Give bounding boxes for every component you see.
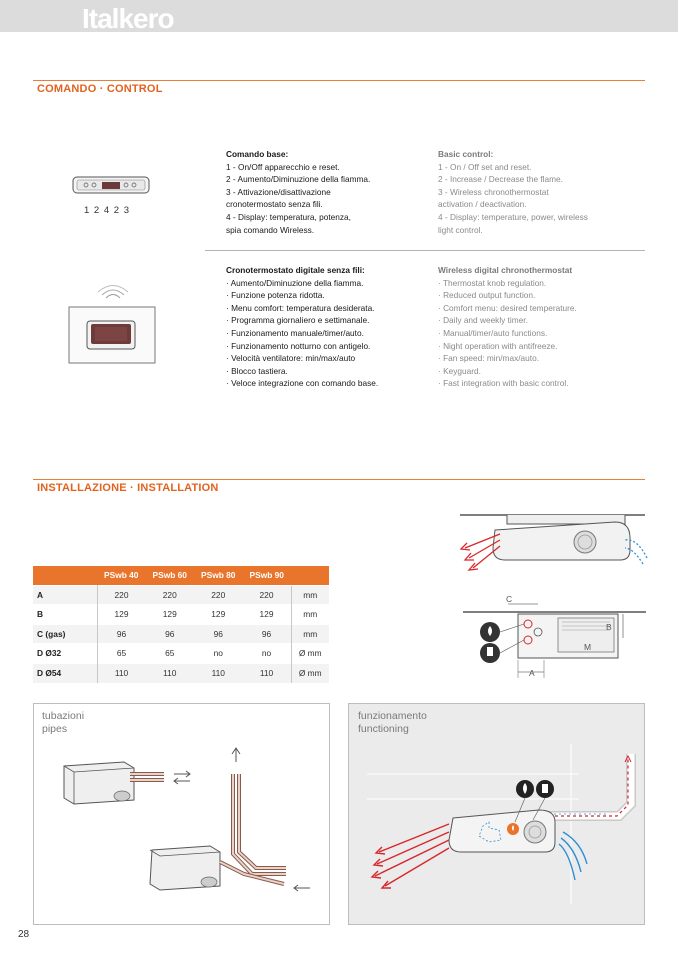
page-number: 28 xyxy=(18,929,30,940)
table-row xyxy=(33,605,329,625)
basic-it-line: 2 - Aumento/Diminuzione della fiamma. xyxy=(226,174,371,185)
table-cell: 96 xyxy=(243,624,292,644)
basic-en-line: 3 - Wireless chronothermostat xyxy=(438,186,549,197)
table-cell: 129 xyxy=(146,605,195,625)
table-cell: no xyxy=(243,644,292,664)
table-unit: mm xyxy=(291,585,329,605)
row-label: A xyxy=(33,585,97,605)
row-label: D Ø54 xyxy=(33,663,97,683)
wireless-en-line: · Thermostat knob regulation. xyxy=(438,277,547,288)
specs-header-cell xyxy=(291,566,329,585)
section-title-installation: INSTALLAZIONE · INSTALLATION xyxy=(37,482,219,494)
table-unit: Ø mm xyxy=(291,663,329,683)
basic-control-en xyxy=(438,148,638,236)
table-row xyxy=(33,624,329,644)
table-cell: 110 xyxy=(97,663,146,683)
heater-side-view xyxy=(455,508,650,588)
table-unit: mm xyxy=(291,624,329,644)
wireless-en-line: · Fast integration with basic control. xyxy=(438,378,569,389)
row-label: D Ø32 xyxy=(33,644,97,664)
basic-en-line: 1 - On / Off set and reset. xyxy=(438,161,532,172)
basic-en-line: activation / deactivation. xyxy=(438,199,527,210)
table-cell: 220 xyxy=(194,585,243,605)
wireless-en-line: · Comfort menu: desired temperature. xyxy=(438,302,577,313)
specs-header-row xyxy=(33,566,329,585)
table-row xyxy=(33,585,329,605)
dim-label-b: B xyxy=(606,622,612,632)
table-unit: Ø mm xyxy=(291,644,329,664)
table-row xyxy=(33,663,329,683)
table-cell: 96 xyxy=(194,624,243,644)
wireless-it-line: · Funzionamento notturno con antigelo. xyxy=(226,340,371,351)
basic-en-line: 2 - Increase / Decrease the flame. xyxy=(438,174,563,185)
wireless-en-line: · Reduced output function. xyxy=(438,290,536,301)
functioning-diagram xyxy=(349,704,646,926)
function-label-it: funzionamento xyxy=(358,710,427,722)
basic-control-it xyxy=(226,148,416,236)
table-cell: 129 xyxy=(194,605,243,625)
pipes-label-it: tubazioni xyxy=(42,710,85,722)
functioning-box xyxy=(348,703,645,925)
control-divider xyxy=(205,250,645,251)
wireless-it-line: · Funzionamento manuale/timer/auto. xyxy=(226,327,364,338)
basic-en-line: 4 - Display: temperature, power, wireless xyxy=(438,211,588,222)
specs-header-cell: PSwb 80 xyxy=(194,566,243,585)
brand-logo: Italkero xyxy=(82,3,174,34)
row-label: C (gas) xyxy=(33,624,97,644)
pipes-diagram xyxy=(34,704,331,926)
wireless-it-line: · Velocità ventilatore: min/max/auto xyxy=(226,353,356,364)
dim-label-c: C xyxy=(506,594,513,604)
table-cell: 220 xyxy=(243,585,292,605)
basic-it-line: 4 - Display: temperatura, potenza, xyxy=(226,211,351,222)
wireless-it-line: · Veloce integrazione con comando base. xyxy=(226,378,379,389)
wireless-thermostat-illustration xyxy=(68,288,158,364)
basic-it-line: cronotermostato senza fili. xyxy=(226,199,323,210)
table-cell: 110 xyxy=(194,663,243,683)
basic-control-en-title: Basic control: xyxy=(438,149,494,159)
table-cell: 110 xyxy=(243,663,292,683)
section-title-control: COMANDO · CONTROL xyxy=(37,83,163,95)
wireless-it-line: · Funzione potenza ridotta. xyxy=(226,290,325,301)
basic-en-line: light control. xyxy=(438,224,483,235)
dim-label-m: M xyxy=(584,642,592,652)
wireless-en xyxy=(438,264,638,390)
specs-header-cell xyxy=(33,566,97,585)
wireless-it-line: · Programma giornaliero e settimanale. xyxy=(226,315,370,326)
basic-control-it-title: Comando base: xyxy=(226,149,289,159)
dim-label-a: A xyxy=(529,668,535,678)
heater-front-dimensions xyxy=(458,592,648,684)
wireless-en-line: · Daily and weekly timer. xyxy=(438,315,528,326)
wireless-it-title: Cronotermostato digitale senza fili: xyxy=(226,265,365,275)
section-rule-installation xyxy=(33,479,645,480)
table-cell: 96 xyxy=(97,624,146,644)
basic-control-illustration xyxy=(72,176,152,196)
table-unit: mm xyxy=(291,605,329,625)
wireless-en-line: · Fan speed: min/max/auto. xyxy=(438,353,539,364)
wireless-it xyxy=(226,264,426,390)
wireless-it-line: · Menu comfort: temperatura desiderata. xyxy=(226,302,375,313)
basic-it-line: 1 - On/Off apparecchio e reset. xyxy=(226,161,340,172)
wireless-en-title: Wireless digital chronothermostat xyxy=(438,265,573,275)
function-label-en: functioning xyxy=(358,723,409,735)
table-cell: 129 xyxy=(243,605,292,625)
pipes-box xyxy=(33,703,330,925)
table-cell: 220 xyxy=(97,585,146,605)
pipes-label-en: pipes xyxy=(42,723,68,735)
header-bar xyxy=(0,0,678,32)
table-cell: no xyxy=(194,644,243,664)
table-cell: 65 xyxy=(146,644,195,664)
wireless-it-line: · Blocco tastiera. xyxy=(226,365,288,376)
table-cell: 129 xyxy=(97,605,146,625)
table-cell: 96 xyxy=(146,624,195,644)
specs-header-cell: PSwb 40 xyxy=(97,566,146,585)
wireless-en-line: · Manual/timer/auto functions. xyxy=(438,327,548,338)
wireless-en-line: · Keyguard. xyxy=(438,365,481,376)
specs-header-cell: PSwb 90 xyxy=(243,566,292,585)
wireless-it-line: · Aumento/Diminuzione della fiamma. xyxy=(226,277,364,288)
table-row xyxy=(33,644,329,664)
wireless-en-line: · Night operation with antifreeze. xyxy=(438,340,558,351)
basic-it-line: 3 - Attivazione/disattivazione xyxy=(226,186,331,197)
table-cell: 220 xyxy=(146,585,195,605)
specs-header-cell: PSwb 60 xyxy=(146,566,195,585)
control-key-numbers: 1 2 4 2 3 xyxy=(84,205,130,216)
table-cell: 65 xyxy=(97,644,146,664)
section-rule-control xyxy=(33,80,645,81)
specs-table xyxy=(33,566,329,683)
basic-it-line: spia comando Wireless. xyxy=(226,224,315,235)
table-cell: 110 xyxy=(146,663,195,683)
row-label: B xyxy=(33,605,97,625)
